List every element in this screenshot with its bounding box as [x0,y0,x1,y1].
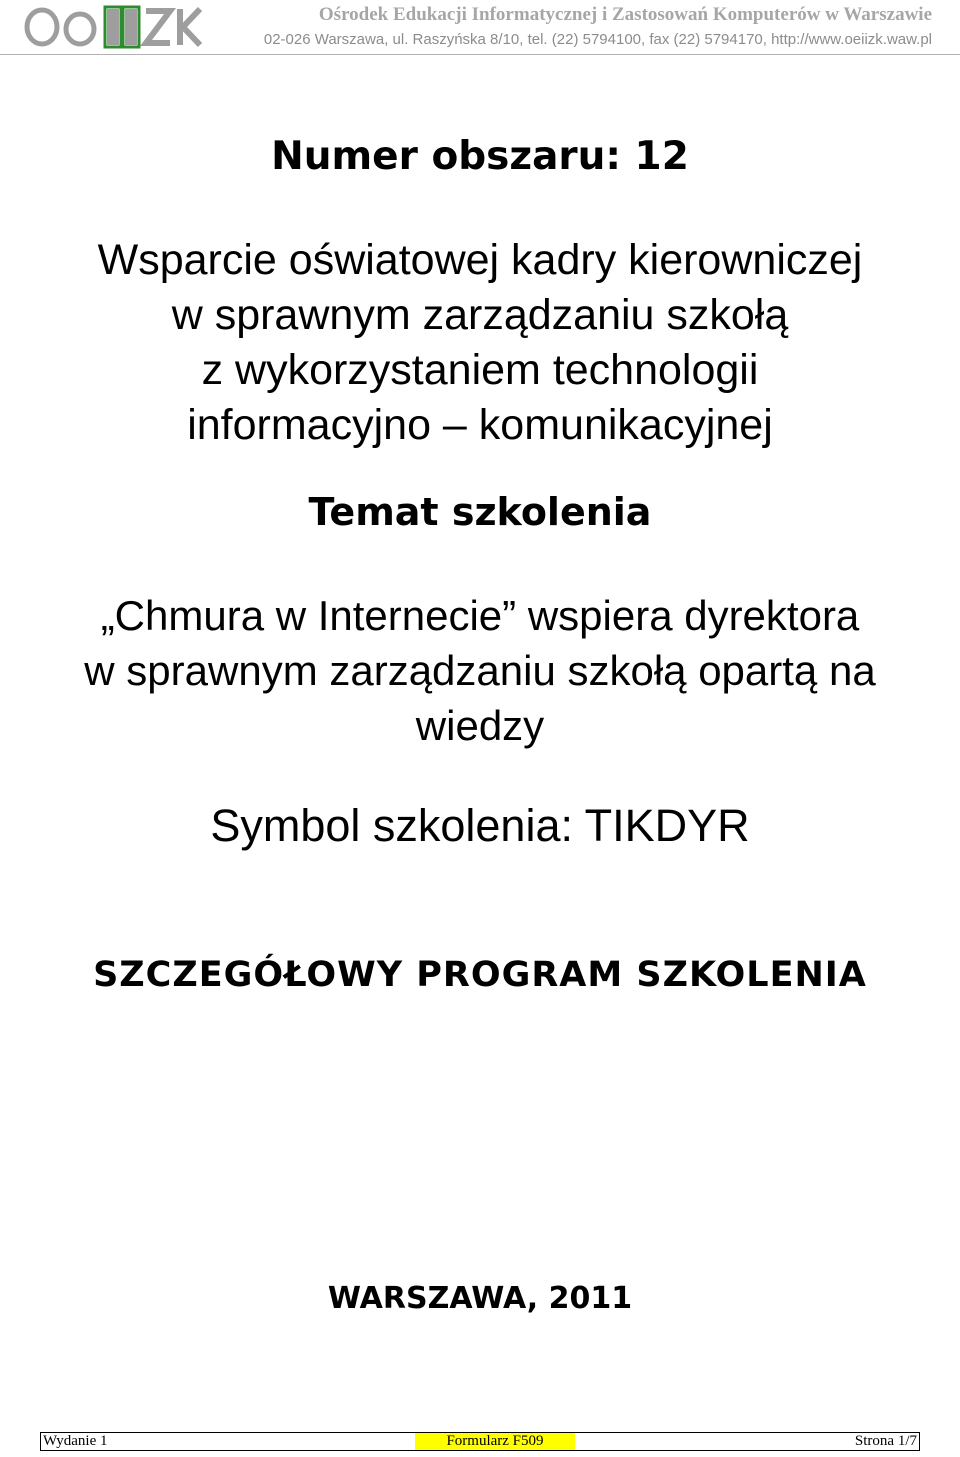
topic-heading: Temat szkolenia [308,490,652,534]
topic-title [0,588,960,753]
topic-title-line: wiedzy [415,702,545,749]
area-title-line: w sprawnym zarządzaniu szkołą [171,291,789,339]
area-title-line: z wykorzystaniem technologii [201,346,759,394]
oeiizk-logo [22,3,204,49]
page-footer [40,1432,920,1451]
area-title-line: Wsparcie oświatowej kadry kierowniczej [97,236,863,284]
area-title-line: informacyjno – komunikacyjnej [187,401,773,449]
program-heading: SZCZEGÓŁOWY PROGRAM SZKOLENIA [93,955,867,995]
header-divider [0,54,960,55]
footer-page: Strona 1/7 [854,1433,917,1449]
topic-title-line: w sprawnym zarządzaniu szkołą opartą na [84,647,876,694]
training-symbol: Symbol szkolenia: TIKDYR [210,800,750,851]
footer-form: Formularz F509 [415,1433,575,1450]
topic-title-line: „Chmura w Internecie” wspiera dyrektora [100,592,860,639]
footer-edition: Wydanie 1 [43,1433,108,1449]
area-number: Numer obszaru: 12 [271,134,689,179]
page-header [0,0,960,56]
institution-address: 02-026 Warszawa, ul. Raszyńska 8/10, tel. (22) 5794100, fax (22) 5794170, http://www.oeiizk.waw.pl [263,31,932,48]
institution-name: Ośrodek Edukacji Informatycznej i Zastosowań Komputerów w Warszawie [318,4,932,25]
area-title [0,233,960,453]
place-date: WARSZAWA, 2011 [327,1281,633,1316]
